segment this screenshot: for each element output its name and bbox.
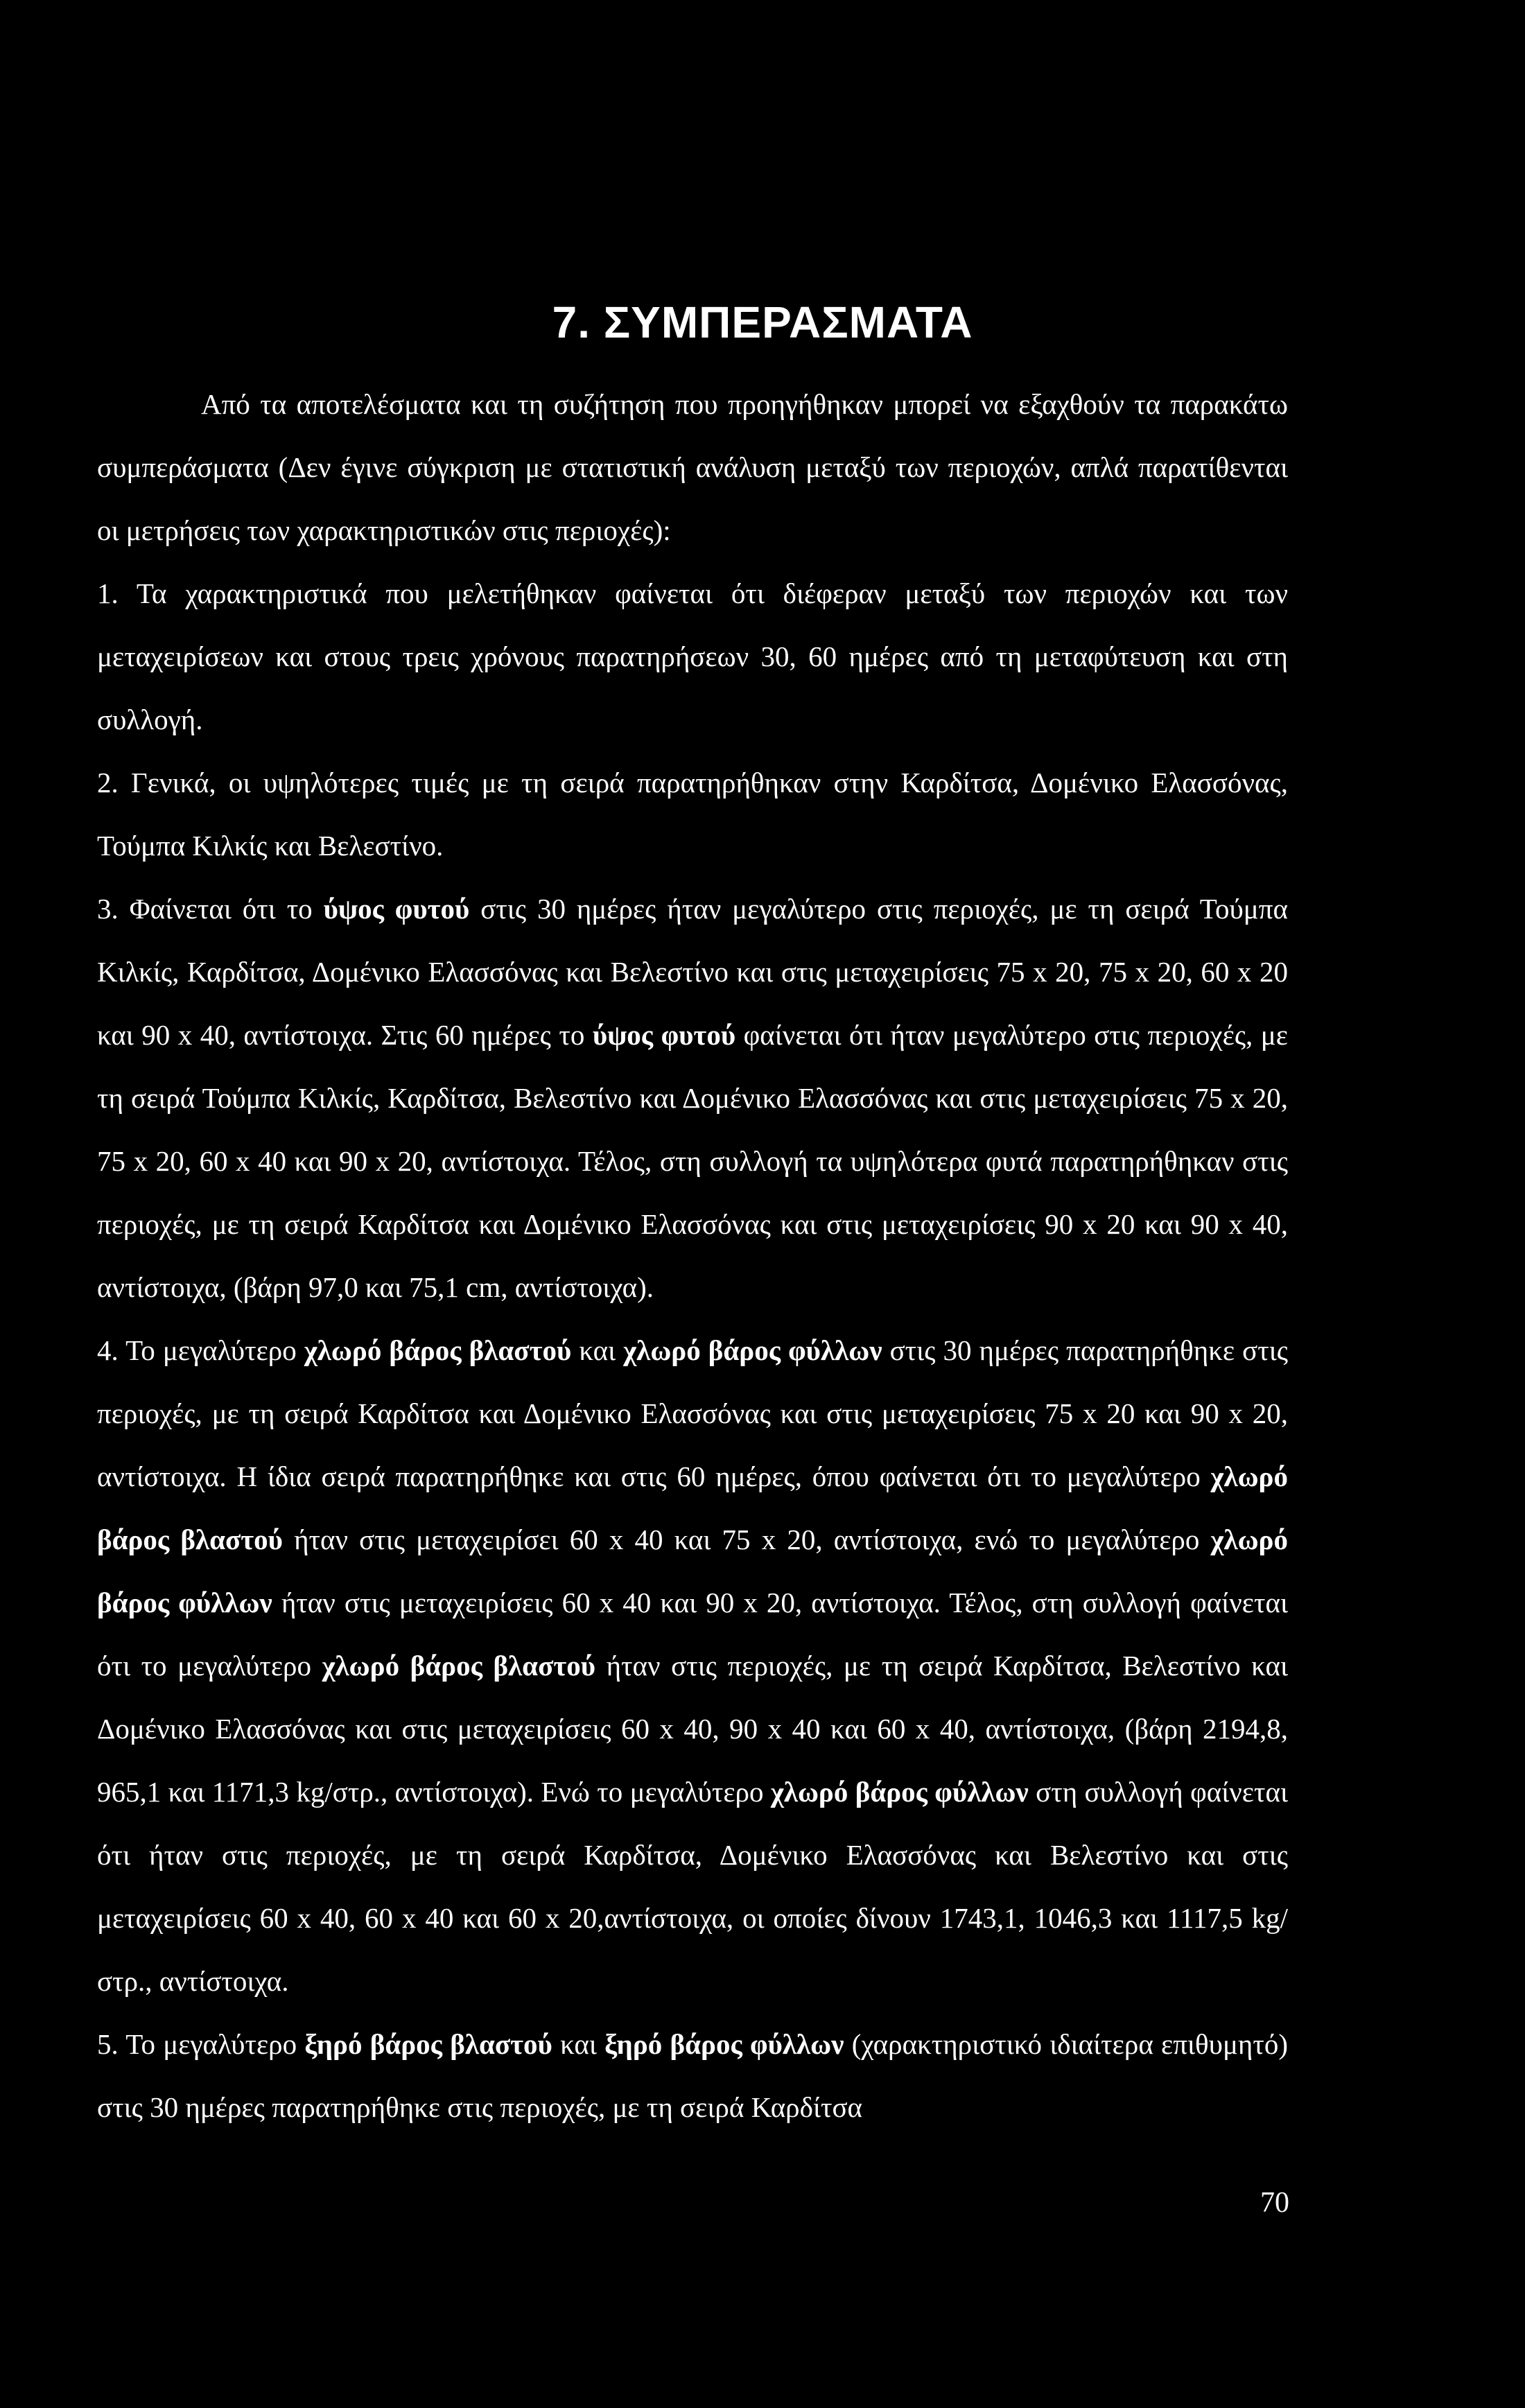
item-4-text: ήταν στις μεταχειρίσει 60 x 40 και 75 x 20, αντίστοιχα, ενώ το μεγαλύτερο	[282, 1524, 1211, 1555]
item-4-text: ήταν στις περιοχές, με τη σειρά Καρδίτσα, Βελεστίνο και Δομένικο Ελασσόνας και στις μεταχειρίσεις 60 x 40, 90 x 40 και 60 x 40, αντίστοιχα, (βάρη 2194,8, 965,1 και 1171,3 kg/στρ., αντίστοιχα). Ενώ το μεγαλύτερο	[97, 1650, 1288, 1808]
emphasis-fresh-leaf-weight: χλωρό βάρος φύλλων	[623, 1334, 882, 1366]
conclusion-item-2: 2. Γενικά, οι υψηλότερες τιμές με τη σειρά παρατηρήθηκαν στην Καρδίτσα, Δομένικο Ελασσόνας, Τούμπα Κιλκίς και Βελεστίνο.	[97, 767, 1288, 862]
item-4-text: και	[571, 1334, 624, 1366]
emphasis-fresh-leaf-weight: χλωρό βάρος φύλλων	[97, 1524, 1288, 1619]
page-number: 70	[1260, 2187, 1289, 2219]
item-4-text: στη συλλογή φαίνεται ότι ήταν στις περιοχές, με τη σειρά Καρδίτσα, Δομένικο Ελασσόνας και Βελεστίνο και στις μεταχειρίσεις 60 x 40, 60 x 40 και 60 x 20,αντίστοιχα, οι οποίες δίνουν 1743,1, 1046,3 και 1117,5 kg/στρ., αντίστοιχα.	[97, 1776, 1288, 1997]
item-5-text: και	[552, 2028, 605, 2060]
conclusion-item-3	[97, 878, 1288, 1319]
emphasis-fresh-leaf-weight: χλωρό βάρος φύλλων	[770, 1776, 1029, 1808]
item-5-text: 5. Το μεγαλύτερο	[97, 2028, 305, 2060]
document-body	[97, 373, 1288, 2139]
intro-paragraph: Από τα αποτελέσματα και τη συζήτηση που προηγήθηκαν μπορεί να εξαχθούν τα παρακάτω συμπεράσματα (Δεν έγινε σύγκριση με στατιστική ανάλυση μεταξύ των περιοχών, απλά παρατίθενται οι μετρήσεις των χαρακτηριστικών στις περιοχές):	[97, 388, 1288, 546]
emphasis-plant-height: ύψος φυτού	[592, 1019, 736, 1051]
conclusion-item-4	[97, 1319, 1288, 2013]
item-3-text: στις 30 ημέρες ήταν μεγαλύτερο στις περιοχές, με τη σειρά Τούμπα Κιλκίς, Καρδίτσα, Δομένικο Ελασσόνας και Βελεστίνο και στις μεταχειρίσεις 75 x 20, 75 x 20, 60 x 20 και 90 x 40, αντίστοιχα. Στις 60 ημέρες το	[97, 893, 1288, 1051]
item-5-text: (χαρακτηριστικό ιδιαίτερα επιθυμητό) στις 30 ημέρες παρατηρήθηκε στις περιοχές, με τη σειρά Καρδίτσα	[97, 2028, 1288, 2123]
conclusion-item-5	[97, 2013, 1288, 2139]
emphasis-plant-height: ύψος φυτού	[323, 893, 470, 925]
item-3-text: φαίνεται ότι ήταν μεγαλύτερο στις περιοχές, με τη σειρά Τούμπα Κιλκίς, Καρδίτσα, Βελεστίνο και Δομένικο Ελασσόνας και στις μεταχειρίσεις 75 x 20, 75 x 20, 60 x 40 και 90 x 20, αντίστοιχα. Τέλος, στη συλλογή τα υψηλότερα φυτά παρατηρήθηκαν στις περιοχές, με τη σειρά Καρδίτσα και Δομένικο Ελασσόνας και στις μεταχειρίσεις 90 x 20 και 90 x 40, αντίστοιχα, (βάρη 97,0 και 75,1 cm, αντίστοιχα).	[97, 1019, 1288, 1303]
emphasis-fresh-stem-weight: χλωρό βάρος βλαστού	[97, 1460, 1288, 1555]
emphasis-fresh-stem-weight: χλωρό βάρος βλαστού	[304, 1334, 572, 1366]
emphasis-dry-stem-weight: ξηρό βάρος βλαστού	[304, 2028, 552, 2060]
item-4-text: στις 30 ημέρες παρατηρήθηκε στις περιοχές, με τη σειρά Καρδίτσα και Δομένικο Ελασσόνας και στις μεταχειρίσεις 75 x 20 και 90 x 20, αντίστοιχα. Η ίδια σειρά παρατηρήθηκε και στις 60 ημέρες, όπου φαίνεται ότι το μεγαλύτερο	[97, 1334, 1288, 1492]
emphasis-fresh-stem-weight: χλωρό βάρος βλαστού	[322, 1650, 596, 1682]
item-4-text: 4. Το μεγαλύτερο	[97, 1334, 304, 1366]
emphasis-dry-leaf-weight: ξηρό βάρος φύλλων	[604, 2028, 844, 2060]
item-4-text: ήταν στις μεταχειρίσεις 60 x 40 και 90 x 20, αντίστοιχα. Τέλος, στη συλλογή φαίνεται ότι το μεγαλύτερο	[97, 1587, 1288, 1682]
section-title: 7. ΣΥΜΠΕΡΑΣΜΑΤΑ	[552, 297, 973, 347]
conclusion-item-1: 1. Τα χαρακτηριστικά που μελετήθηκαν φαίνεται ότι διέφεραν μεταξύ των περιοχών και των μεταχειρίσεων και στους τρεις χρόνους παρατηρήσεων 30, 60 ημέρες από τη μεταφύτευση και στη συλλογή.	[97, 577, 1288, 735]
item-3-text: 3. Φαίνεται ότι το	[97, 893, 324, 925]
